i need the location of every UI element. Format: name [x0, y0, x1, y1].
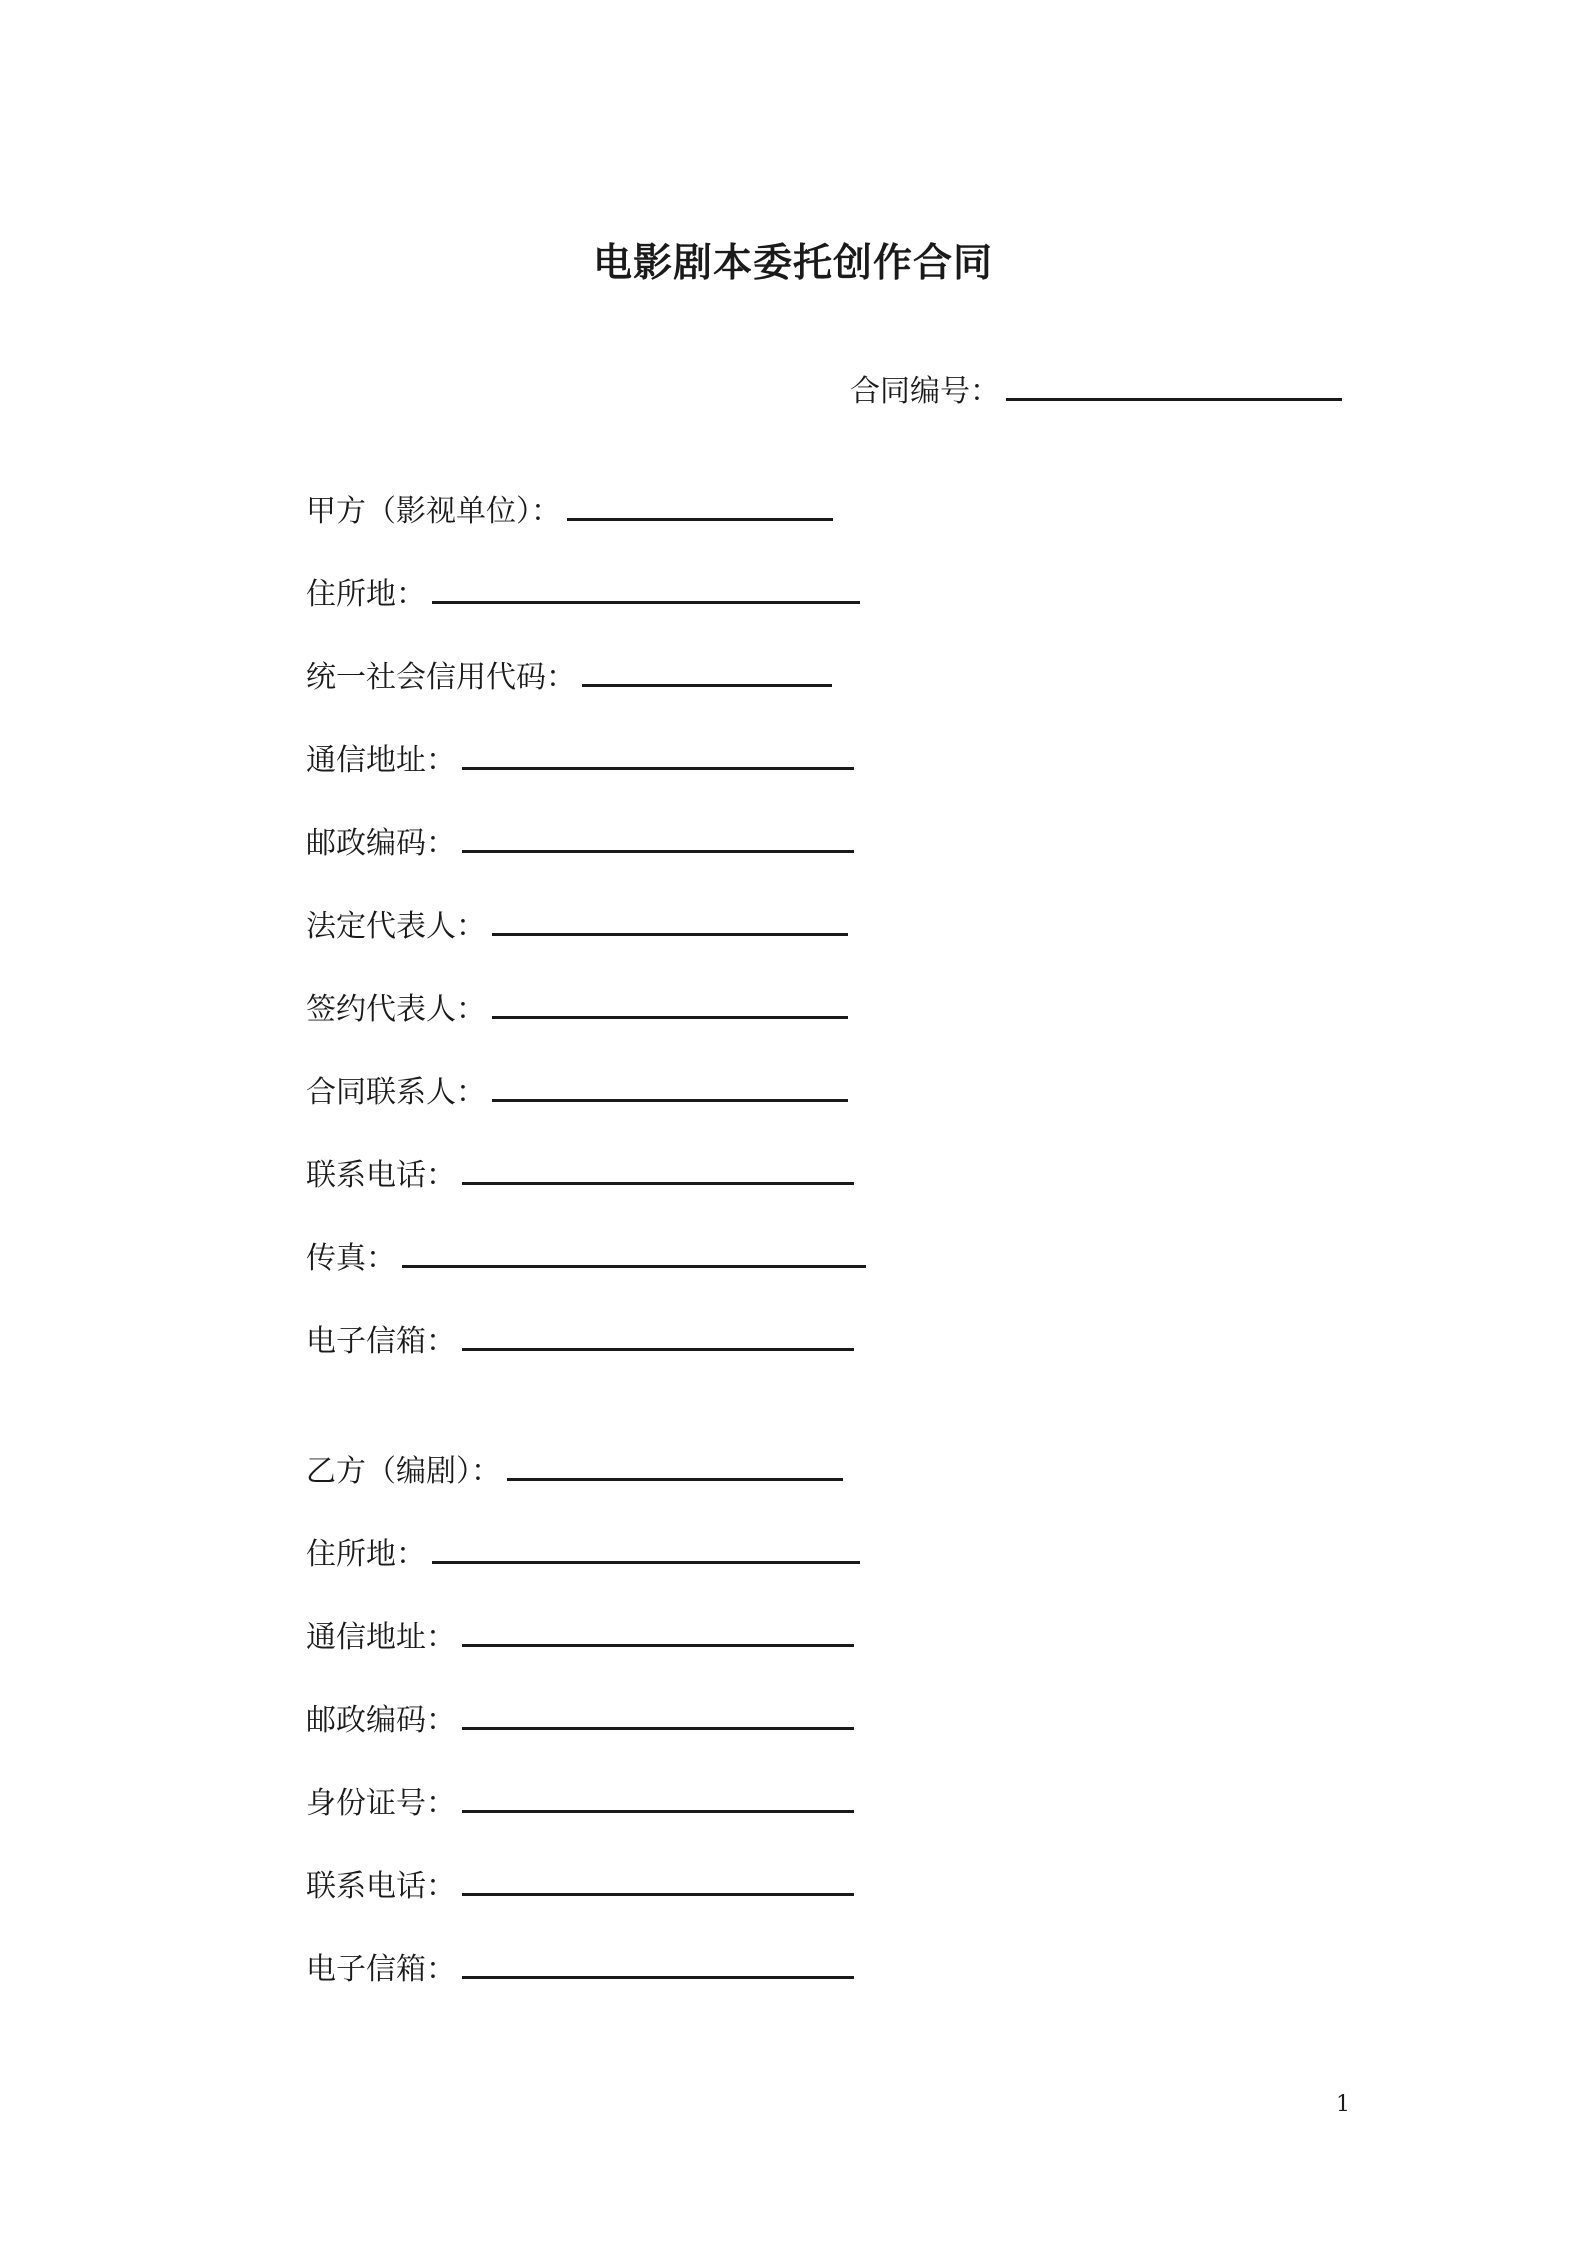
field-blank[interactable]	[462, 741, 854, 770]
party-b-phone-field	[306, 1867, 854, 1905]
field-blank[interactable]	[462, 1156, 854, 1185]
party-a-mailing-address-field	[306, 741, 854, 779]
field-blank[interactable]	[462, 824, 854, 853]
field-label: 甲方（影视单位）：	[306, 494, 561, 529]
field-blank[interactable]	[492, 907, 848, 936]
field-label: 法定代表人：	[306, 909, 486, 944]
party-a-name-field	[306, 492, 833, 530]
field-label: 住所地：	[306, 577, 426, 612]
party-b-email-field	[306, 1950, 854, 1988]
field-blank[interactable]	[492, 990, 848, 1019]
field-label: 住所地：	[306, 1537, 426, 1572]
field-label: 乙方（编剧）：	[306, 1454, 501, 1489]
field-label: 统一社会信用代码：	[306, 660, 576, 695]
party-a-signing-rep-field	[306, 990, 848, 1028]
field-blank[interactable]	[462, 1784, 854, 1813]
field-blank[interactable]	[462, 1322, 854, 1351]
document-title: 电影剧本委托创作合同	[592, 241, 993, 286]
field-blank[interactable]	[462, 1618, 854, 1647]
field-label: 通信地址：	[306, 1620, 456, 1655]
field-blank[interactable]	[402, 1239, 866, 1268]
field-label: 电子信箱：	[306, 1324, 456, 1359]
party-a-legal-rep-field	[306, 907, 848, 945]
field-blank[interactable]	[432, 1535, 860, 1564]
field-blank[interactable]	[507, 1452, 843, 1481]
field-label: 邮政编码：	[306, 826, 456, 861]
party-a-phone-field	[306, 1156, 854, 1194]
contract-number-label: 合同编号：	[850, 374, 1000, 409]
field-blank[interactable]	[462, 1950, 854, 1979]
party-a-credit-code-field	[306, 658, 832, 696]
party-a-address-field	[306, 575, 860, 613]
contract-number-blank[interactable]	[1006, 372, 1342, 401]
contract-number-field	[850, 366, 1342, 410]
field-blank[interactable]	[432, 575, 860, 604]
field-label: 邮政编码：	[306, 1703, 456, 1738]
field-label: 电子信箱：	[306, 1952, 456, 1987]
field-label: 联系电话：	[306, 1869, 456, 1904]
field-label: 合同联系人：	[306, 1075, 486, 1110]
party-b-postal-code-field	[306, 1701, 854, 1739]
party-a-email-field	[306, 1322, 854, 1360]
party-a-postal-code-field	[306, 824, 854, 862]
party-b-address-field	[306, 1535, 860, 1573]
field-blank[interactable]	[462, 1701, 854, 1730]
page-number: 1	[1336, 2092, 1350, 2117]
party-a-fax-field	[306, 1239, 866, 1277]
field-label: 签约代表人：	[306, 992, 486, 1027]
party-b-id-number-field	[306, 1784, 854, 1822]
field-blank[interactable]	[492, 1073, 848, 1102]
field-blank[interactable]	[567, 492, 833, 521]
field-blank[interactable]	[462, 1867, 854, 1896]
party-b-name-field	[306, 1452, 843, 1490]
field-blank[interactable]	[582, 658, 832, 687]
field-label: 传真：	[306, 1241, 396, 1276]
party-b-mailing-address-field	[306, 1618, 854, 1656]
field-label: 身份证号：	[306, 1786, 456, 1821]
field-label: 通信地址：	[306, 743, 456, 778]
party-a-contact-field	[306, 1073, 848, 1111]
field-label: 联系电话：	[306, 1158, 456, 1193]
